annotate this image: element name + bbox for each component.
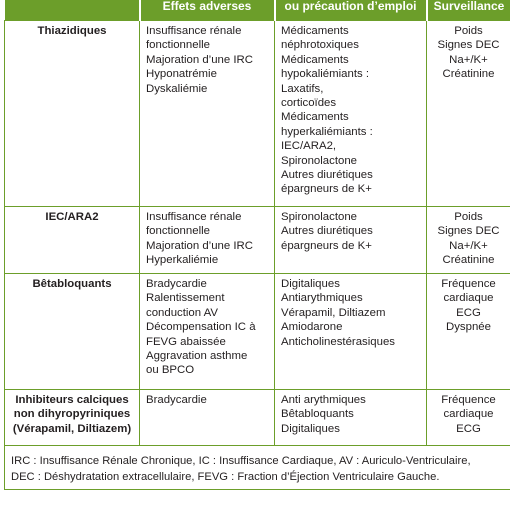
table-row bbox=[5, 21, 510, 207]
cell-line: Poids bbox=[454, 25, 483, 37]
cell-line: Bêtabloquants bbox=[32, 278, 112, 290]
drug-class-cell bbox=[5, 21, 140, 207]
cell-line: Bradycardie bbox=[146, 278, 207, 290]
cell-line: Bradycardie bbox=[146, 394, 207, 406]
footnote bbox=[5, 446, 510, 490]
cell-line: fonctionnelle bbox=[146, 225, 210, 238]
cell-line: Poids bbox=[454, 211, 483, 223]
cell-line: Amiodarone bbox=[281, 321, 343, 334]
adverse-effects-cell bbox=[140, 274, 275, 390]
cell-line: Ralentissement bbox=[146, 292, 225, 305]
cell-line: Médicaments bbox=[281, 25, 349, 37]
cell-line: Spironolactone bbox=[281, 211, 357, 223]
cell-line: cardiaque bbox=[443, 292, 494, 305]
cell-line: hyperkaliémiants : bbox=[281, 125, 373, 138]
monitoring-cell bbox=[427, 390, 510, 446]
cell-line: cardiaque bbox=[443, 408, 494, 421]
cell-line: Fréquence bbox=[441, 278, 496, 290]
cell-line: FEVG abaissée bbox=[146, 335, 226, 348]
cell-line: ou BPCO bbox=[146, 364, 195, 377]
adverse-effects-cell bbox=[140, 207, 275, 274]
table-header-row bbox=[5, 0, 510, 21]
cell-line: conduction AV bbox=[146, 306, 218, 319]
drug-interaction-table bbox=[4, 0, 510, 490]
cell-line: Médicaments bbox=[281, 53, 349, 66]
cell-line: Signes DEC bbox=[437, 225, 500, 238]
precautions-cell bbox=[275, 274, 427, 390]
monitoring-cell bbox=[427, 274, 510, 390]
cell-line: ECG bbox=[456, 422, 481, 435]
footnote-line: DEC : Déshydratation extracellulaire, FEVG : Fraction d’Éjection Ventriculaire Gauche. bbox=[11, 471, 440, 483]
cell-line: Na+/K+ bbox=[449, 53, 488, 66]
drug-class-cell bbox=[5, 390, 140, 446]
cell-line: Laxatifs, bbox=[281, 82, 324, 95]
table-row bbox=[5, 207, 510, 274]
cell-line: néphrotoxiques bbox=[281, 39, 359, 52]
cell-line: Créatinine bbox=[442, 68, 495, 81]
cell-line: Autres diurétiques bbox=[281, 225, 373, 238]
header-drug-class bbox=[5, 0, 140, 21]
cell-line: Fréquence bbox=[441, 394, 496, 406]
cell-line: Digitaliques bbox=[281, 278, 340, 290]
precautions-cell bbox=[275, 21, 427, 207]
cell-line: ECG bbox=[456, 306, 481, 319]
cell-line: hypokaliémiants : bbox=[281, 68, 370, 81]
cell-line: Na+/K+ bbox=[449, 239, 488, 252]
monitoring-cell bbox=[427, 21, 510, 207]
header-monitoring: Surveillance bbox=[427, 0, 510, 21]
cell-line: Anti arythmiques bbox=[281, 394, 366, 406]
cell-line: épargneurs de K+ bbox=[281, 239, 372, 252]
cell-line: Insuffisance rénale bbox=[146, 211, 242, 223]
cell-line: Créatinine bbox=[442, 254, 495, 267]
cell-line: IEC/ARA2, bbox=[281, 140, 337, 153]
cell-line: fonctionnelle bbox=[146, 39, 210, 52]
cell-line: non dihyropyriniques bbox=[13, 408, 131, 421]
cell-line: Dyskaliémie bbox=[146, 82, 208, 95]
cell-line: Autres diurétiques bbox=[281, 169, 373, 182]
cell-line: Insuffisance rénale bbox=[146, 25, 242, 37]
drug-class-cell bbox=[5, 207, 140, 274]
cell-line: Thiazidiques bbox=[37, 25, 107, 37]
cell-line: Anticholinestérasiques bbox=[281, 335, 395, 348]
table-row bbox=[5, 274, 510, 390]
cell-line: Dyspnée bbox=[446, 321, 491, 334]
cell-line: Médicaments bbox=[281, 111, 349, 124]
cell-line: (Vérapamil, Diltiazem) bbox=[12, 422, 132, 435]
cell-line: Aggravation asthme bbox=[146, 350, 248, 363]
adverse-effects-cell bbox=[140, 21, 275, 207]
cell-line: Hyperkaliémie bbox=[146, 254, 219, 267]
cell-line: Antiarythmiques bbox=[281, 292, 363, 305]
header-precautions: ou précaution d’emploi bbox=[275, 0, 427, 21]
cell-line: Spironolactone bbox=[281, 154, 357, 167]
table-row bbox=[5, 390, 510, 446]
cell-line: Bêtabloquants bbox=[281, 408, 354, 421]
cell-line: IEC/ARA2 bbox=[45, 211, 99, 223]
cell-line: Signes DEC bbox=[437, 39, 500, 52]
precautions-cell bbox=[275, 207, 427, 274]
footnote-line: IRC : Insuffisance Rénale Chronique, IC : Insuffisance Cardiaque, AV : Auriculo-Ventriculaire, bbox=[11, 455, 471, 467]
drug-class-cell bbox=[5, 274, 140, 390]
adverse-effects-cell bbox=[140, 390, 275, 446]
monitoring-cell bbox=[427, 207, 510, 274]
cell-line: Inhibiteurs calciques bbox=[15, 394, 129, 406]
cell-line: Majoration d’une IRC bbox=[146, 239, 253, 252]
cell-line: épargneurs de K+ bbox=[281, 183, 372, 196]
cell-line: corticoïdes bbox=[281, 97, 337, 110]
cell-line: Digitaliques bbox=[281, 422, 340, 435]
footnote-row bbox=[5, 446, 510, 490]
cell-line: Hyponatrémie bbox=[146, 68, 217, 81]
cell-line: Décompensation IC à bbox=[146, 321, 256, 334]
cell-line: Vérapamil, Diltiazem bbox=[281, 306, 386, 319]
cell-line: Majoration d’une IRC bbox=[146, 53, 253, 66]
precautions-cell bbox=[275, 390, 427, 446]
header-adverse-effects: Effets adverses bbox=[140, 0, 275, 21]
